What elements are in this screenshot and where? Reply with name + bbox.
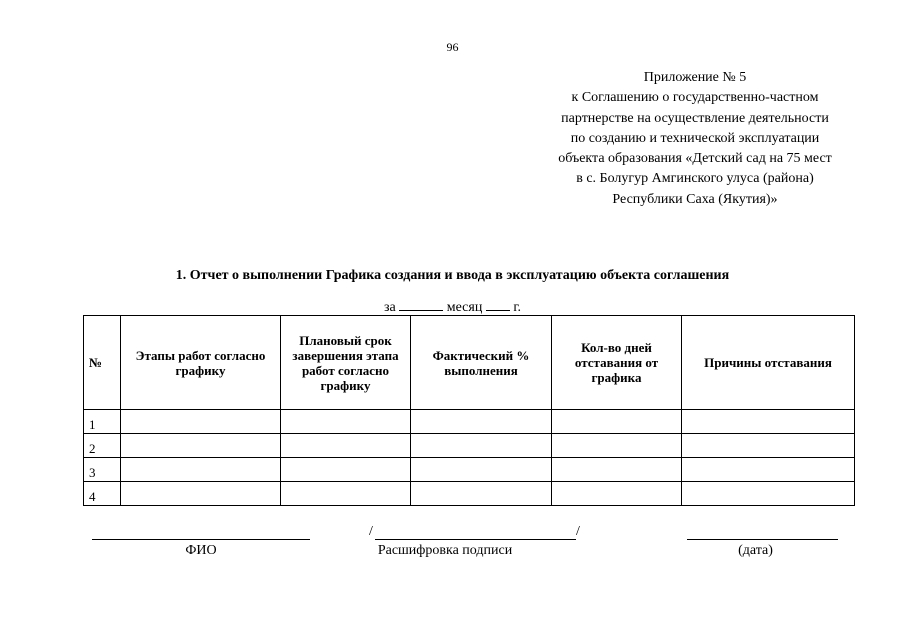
page-number: 96 <box>446 40 459 54</box>
row-number: 1 <box>84 410 121 434</box>
table-row <box>84 482 855 506</box>
header-work-stages: Этапы работ согласно графику <box>121 316 281 410</box>
signature-decoding-label: Расшифровка подписи <box>377 543 513 558</box>
cell-delay-reasons[interactable] <box>682 434 855 458</box>
header-planned-deadline: Плановый срок завершения этапа работ согласно графику <box>281 316 411 410</box>
appendix-line: Приложение № 5 <box>643 70 747 85</box>
row-number: 4 <box>84 482 121 506</box>
cell-work-stages[interactable] <box>121 434 281 458</box>
cell-delay-reasons[interactable] <box>682 458 855 482</box>
row-number: 2 <box>84 434 121 458</box>
cell-work-stages[interactable] <box>121 410 281 434</box>
appendix-line: Республики Саха (Якутия)» <box>612 191 778 207</box>
appendix-line: в с. Болугур Амгинского улуса (района) <box>576 171 814 187</box>
table-row <box>84 410 855 434</box>
appendix-block <box>540 68 850 210</box>
name-label: ФИО <box>185 543 217 558</box>
cell-planned-deadline[interactable] <box>281 458 411 482</box>
header-number: № <box>84 316 121 410</box>
cell-actual-percent[interactable] <box>411 434 552 458</box>
period-month-label: месяц <box>446 300 483 315</box>
cell-actual-percent[interactable] <box>411 482 552 506</box>
appendix-line: к Соглашению о государственно-частном <box>571 90 819 106</box>
cell-delay-reasons[interactable] <box>682 410 855 434</box>
appendix-line: по созданию и технической эксплуатации <box>570 130 820 146</box>
slash-open: / <box>369 524 373 539</box>
report-title: 1. Отчет о выполнении Графика создания и ввода в эксплуатацию объекта соглашения <box>175 268 730 283</box>
signature-decoding-line[interactable] <box>375 539 576 540</box>
schedule-report-table <box>83 315 855 506</box>
period-year-suffix: г. <box>513 300 521 315</box>
cell-planned-deadline[interactable] <box>281 434 411 458</box>
header-actual-percent: Фактический % выполнения <box>411 316 552 410</box>
cell-work-stages[interactable] <box>121 482 281 506</box>
year-blank-field[interactable] <box>486 298 510 311</box>
period-prefix: за <box>384 300 396 315</box>
table-header-row <box>84 316 855 410</box>
cell-days-delay[interactable] <box>552 458 682 482</box>
cell-work-stages[interactable] <box>121 458 281 482</box>
cell-planned-deadline[interactable] <box>281 482 411 506</box>
table-row <box>84 434 855 458</box>
date-label: (дата) <box>738 543 773 558</box>
header-days-delay: Кол-во дней отставания от графика <box>552 316 682 410</box>
cell-days-delay[interactable] <box>552 482 682 506</box>
date-line[interactable] <box>687 539 838 540</box>
cell-actual-percent[interactable] <box>411 458 552 482</box>
row-number: 3 <box>84 458 121 482</box>
slash-close: / <box>576 524 580 539</box>
cell-planned-deadline[interactable] <box>281 410 411 434</box>
cell-delay-reasons[interactable] <box>682 482 855 506</box>
appendix-line: партнерстве на осуществление деятельности <box>561 110 829 126</box>
cell-days-delay[interactable] <box>552 410 682 434</box>
name-signature-line[interactable] <box>92 539 310 540</box>
report-period <box>0 298 905 316</box>
table-row <box>84 458 855 482</box>
cell-days-delay[interactable] <box>552 434 682 458</box>
appendix-line: объекта образования «Детский сад на 75 мест <box>558 151 832 167</box>
header-delay-reasons: Причины отставания <box>682 316 855 410</box>
month-blank-field[interactable] <box>399 298 443 311</box>
cell-actual-percent[interactable] <box>411 410 552 434</box>
